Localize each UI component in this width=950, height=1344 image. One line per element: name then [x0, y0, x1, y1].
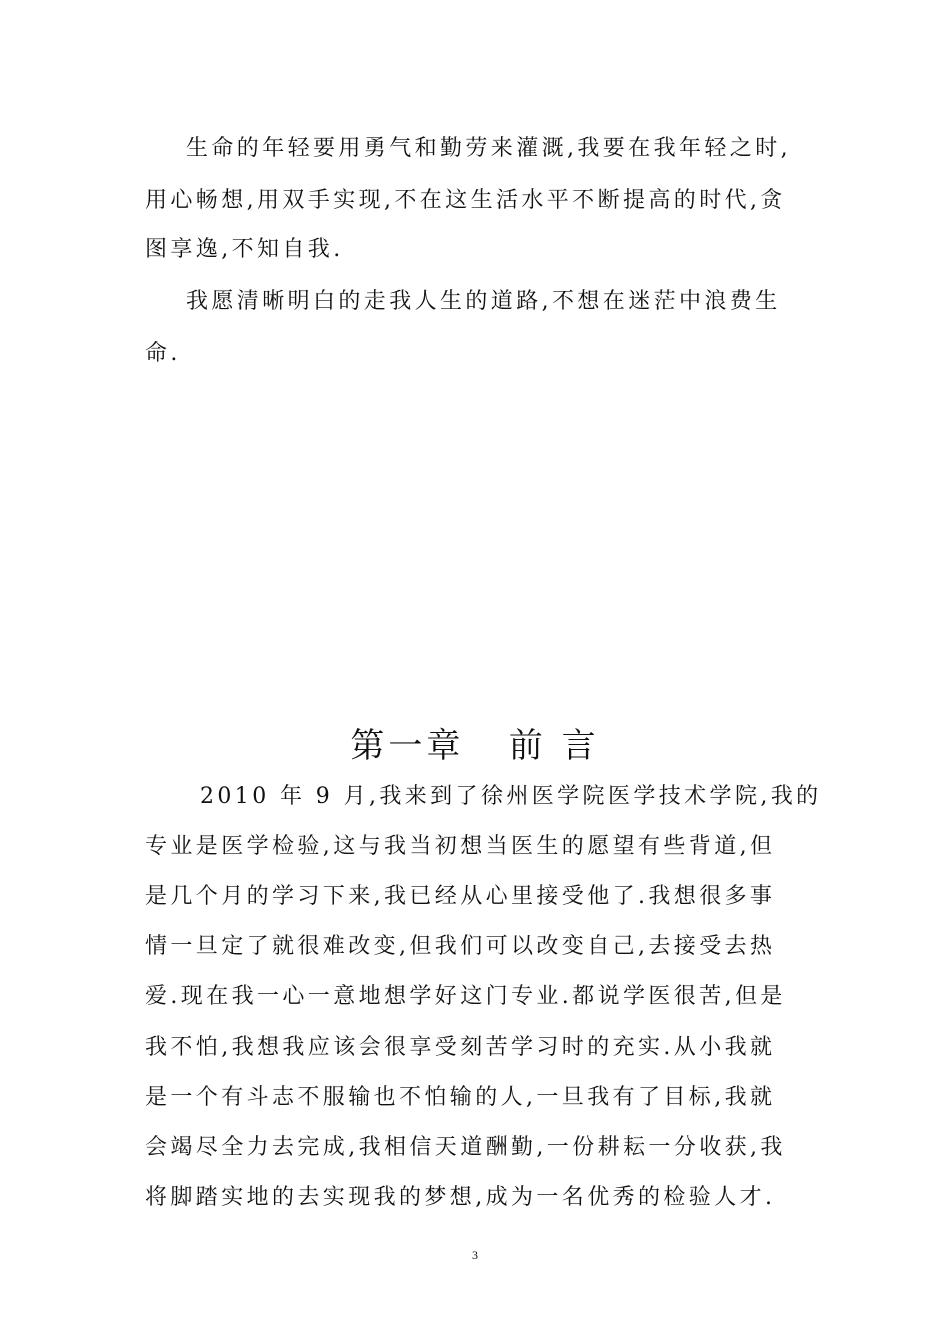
intro-paragraph-1-line-2: 用心畅想,用双手实现,不在这生活水平不断提高的时代,贪	[145, 188, 786, 213]
chapter-body-line-4: 情一旦定了就很难改变,但我们可以改变自己,去接受去热	[145, 934, 776, 959]
chapter-body-line-6: 我不怕,我想我应该会很享受刻苦学习时的充实.从小我就	[145, 1035, 776, 1060]
chapter-body-line-7: 是一个有斗志不服输也不怕输的人,一旦我有了目标,我就	[145, 1085, 776, 1110]
chapter-body-line-1: 2010 年 9 月,我来到了徐州医学院医学技术学院,我的	[200, 784, 822, 809]
page-number: 3	[472, 1248, 478, 1262]
intro-paragraph-1-line-3: 图享逸,不知自我.	[145, 237, 344, 262]
chapter-body-line-3: 是几个月的学习下来,我已经从心里接受他了.我想很多事	[145, 884, 776, 909]
chapter-title: 第一章 前 言	[350, 726, 600, 766]
intro-paragraph-1-line-1: 生命的年轻要用勇气和勤劳来灌溉,我要在我年轻之时,	[186, 136, 791, 161]
chapter-body-line-5: 爱.现在我一心一意地想学好这门专业.都说学医很苦,但是	[145, 984, 786, 1009]
intro-paragraph-2-line-1: 我愿清晰明白的走我人生的道路,不想在迷茫中浪费生	[186, 289, 781, 314]
intro-paragraph-2-line-2: 命.	[145, 341, 181, 366]
chapter-body-line-9: 将脚踏实地的去实现我的梦想,成为一名优秀的检验人才.	[145, 1185, 776, 1210]
chapter-body-line-2: 专业是医学检验,这与我当初想当医生的愿望有些背道,但	[145, 834, 776, 859]
chapter-body-line-8: 会竭尽全力去完成,我相信天道酬勤,一份耕耘一分收获,我	[145, 1135, 786, 1160]
